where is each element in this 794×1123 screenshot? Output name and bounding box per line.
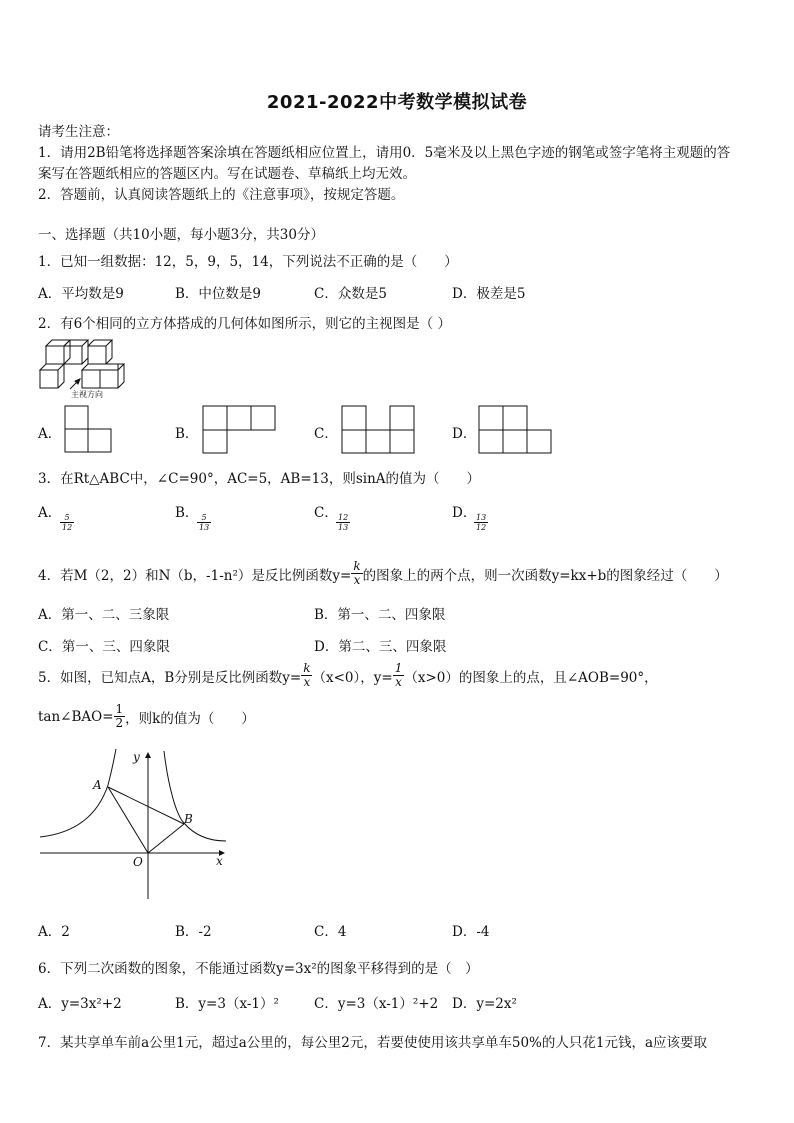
q3-b-num: 5: [197, 513, 211, 523]
q4-stem: [38, 560, 728, 587]
q2-option-b-label: B．: [175, 426, 199, 442]
q5-option-d: D．-4: [452, 924, 490, 940]
q5-option-a: A．2: [38, 924, 70, 940]
notice-line-1b: 案写在答题纸相应的答题区内。写在试题卷、草稿纸上均无效。: [38, 166, 416, 182]
q2-stem: 2．有6个相同的立方体搭成的几何体如图所示，则它的主视图是（ ）: [38, 316, 451, 332]
q2-cube-figure: [36, 337, 126, 399]
q5-label-o: O: [133, 855, 143, 869]
q4-frac-num: k: [353, 559, 361, 573]
q1-option-d: D．极差是5: [452, 286, 526, 302]
q2-option-c-label: C．: [314, 426, 338, 442]
q3-c-num: 12: [338, 513, 349, 522]
notice-line-2: 2．答题前，认真阅读答题纸上的《注意事项》，按规定答题。: [38, 187, 405, 203]
section-heading: 一、选择题（共10小题，每小题3分，共30分）: [38, 227, 324, 243]
q5-stem: [38, 662, 658, 689]
notice-line-1a: 1．请用2B铅笔将选择题答案涂填在答题纸相应位置上，请用0．5毫米及以上黑色字迹的钢笔或签字笔将主观题的答: [38, 145, 731, 161]
q3-a-num: 5: [60, 513, 74, 523]
q3-option-a-frac: [60, 512, 74, 532]
q5-label-y: y: [133, 750, 140, 764]
q6-option-b: B．y=3（x-1）²: [175, 996, 279, 1012]
q4-option-c: C．第一、三、四象限: [38, 639, 170, 655]
q6-option-c: C．y=3（x-1）²+2: [314, 996, 439, 1012]
q4-option-d: D．第二、三、四象限: [314, 639, 447, 655]
q4-option-b: B．第一、二、四象限: [314, 607, 446, 623]
q3-option-c-label: C．: [314, 505, 338, 521]
notice-heading: 请考生注意：: [38, 124, 119, 140]
q4-option-a: A．第一、二、三象限: [38, 607, 170, 623]
q1-option-c: C．众数是5: [314, 286, 387, 302]
q3-d-num: 13: [476, 513, 487, 522]
q5-line2-b: ，则k的值为（ ）: [125, 710, 255, 727]
q2-option-a-label: A．: [38, 426, 62, 442]
q4-stem-b: 的图象上的两个点，则一次函数y=kx+b的图象经过（ ）: [362, 567, 728, 584]
q5-stem-line2: [38, 703, 255, 730]
q5-f3-num: 1: [115, 702, 124, 716]
q5-label-a: A: [93, 778, 102, 792]
q5-f2-num: 1: [394, 661, 403, 675]
q2-option-d-figure: [478, 405, 554, 455]
q5-label-b: B: [184, 812, 193, 826]
q5-stem-c: （x>0）的图象上的点，且∠AOB=90°，: [404, 669, 658, 686]
q5-right-curve: [164, 751, 226, 841]
q5-figure: [36, 745, 232, 903]
q2-option-c-figure: [341, 405, 417, 455]
q3-b-den: 13: [199, 523, 210, 532]
q3-c-den: 13: [338, 523, 349, 532]
q1-option-b: B．中位数是9: [175, 286, 262, 302]
q5-option-c: C．4: [314, 924, 347, 940]
q5-f2-den: x: [395, 675, 402, 689]
q5-stem-a: 5．如图，已知点A，B分别是反比例函数y=: [38, 669, 302, 686]
q3-option-c-frac: [336, 512, 350, 532]
q1-option-a: A．平均数是9: [38, 286, 124, 302]
page-title: 2021-2022中考数学模拟试卷: [266, 92, 528, 113]
q3-option-b-label: B．: [175, 505, 199, 521]
q2-option-a-figure: [64, 405, 114, 455]
q5-stem-b: （x<0），y=: [312, 669, 393, 686]
q5-f1-num: k: [303, 661, 311, 675]
q5-f1-den: x: [303, 675, 311, 689]
q7-stem: 7．某共享单车前a公里1元，超过a公里的，每公里2元，若要使使用该共享单车50%的人只花1元钱，a应该要取: [38, 1035, 708, 1051]
q4-stem-a: 4．若M（2，2）和N（b，-1-n²）是反比例函数y=: [38, 567, 352, 584]
q6-stem: 6．下列二次函数的图象，不能通过函数y=3x²的图象平移得到的是（ ）: [38, 961, 479, 977]
q3-d-den: 12: [476, 523, 487, 532]
q2-option-b-figure: [202, 405, 278, 455]
q3-option-a-label: A．: [38, 505, 62, 521]
q5-option-b: B．-2: [175, 924, 212, 940]
q5-label-x: x: [216, 854, 223, 868]
q4-frac-den: x: [353, 573, 361, 587]
q5-left-curve: [40, 749, 116, 837]
q3-option-d-frac: [474, 512, 488, 532]
q3-option-b-frac: [197, 512, 211, 532]
q6-option-d: D．y=2x²: [452, 996, 517, 1012]
q5-f3-den: 2: [115, 716, 124, 730]
q2-arrow-label: 主视方向: [71, 390, 103, 399]
q3-a-den: 12: [62, 523, 73, 532]
q3-stem: 3．在Rt△ABC中，∠C=90°，AC=5，AB=13，则sinA的值为（ ）: [38, 471, 481, 487]
q2-option-d-label: D．: [452, 426, 477, 442]
q1-stem: 1．已知一组数据：12，5，9，5，14，下列说法不正确的是（ ）: [38, 254, 458, 270]
q3-option-d-label: D．: [452, 505, 477, 521]
q5-line2-a: tan∠BAO=: [38, 708, 114, 725]
q6-option-a: A．y=3x²+2: [38, 996, 122, 1012]
q5-segment-ob: [148, 824, 184, 853]
